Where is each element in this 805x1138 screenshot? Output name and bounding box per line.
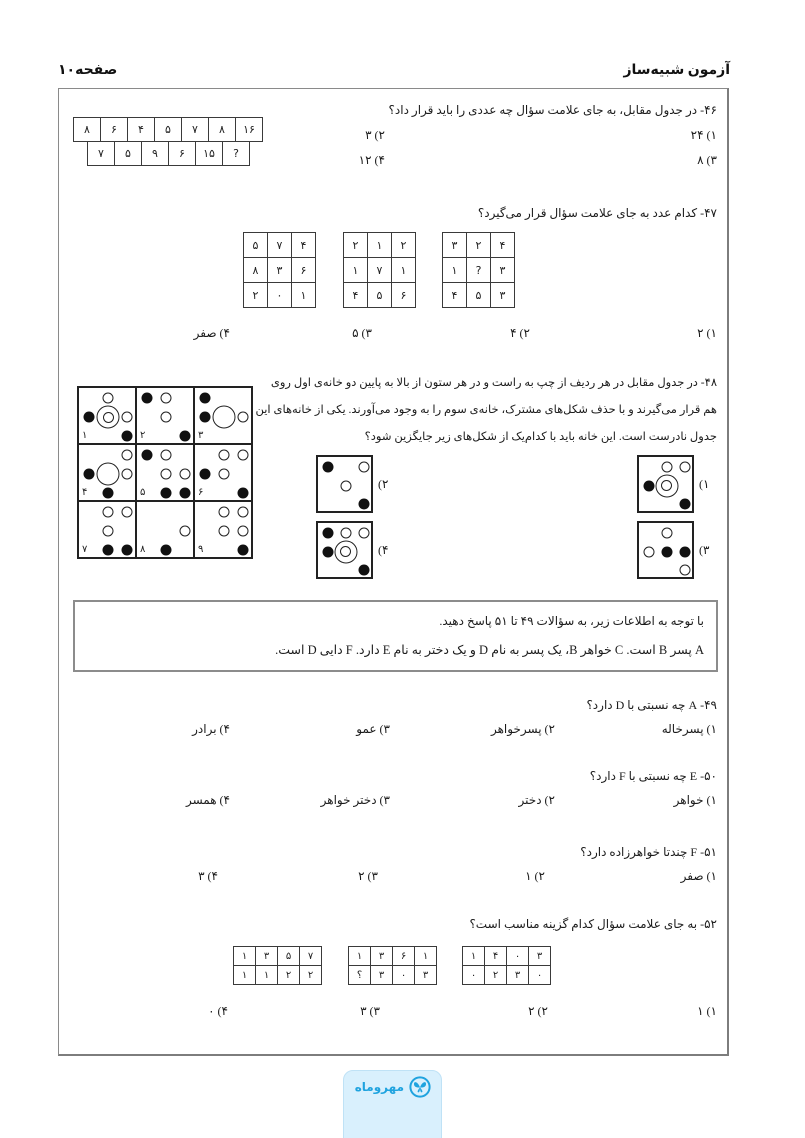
table-cell: ۷ — [182, 118, 208, 141]
table-cell: ۲ — [485, 966, 506, 984]
q49-text: ۴۹- A چه نسبتی با D دارد؟ — [586, 698, 717, 712]
table-cell: ۷ — [300, 947, 321, 965]
filled-circle-shape — [358, 564, 369, 575]
table-cell: ۱ — [234, 966, 255, 984]
figure-cell-number: ۶ — [198, 487, 204, 498]
q46-table-bottom-row — [87, 141, 250, 166]
table-cell: ۲ — [278, 966, 299, 984]
table-cell: ۲ — [300, 966, 321, 984]
q52-table-2 — [348, 946, 437, 985]
figure-cell — [195, 502, 251, 557]
hollow-circle-shape — [238, 412, 249, 423]
table-cell: ۸ — [209, 118, 235, 141]
large-ring-circle-shape — [97, 463, 120, 486]
q47-option-2: ۲) ۴ — [510, 326, 530, 340]
table-cell: ۷ — [88, 142, 114, 165]
q52-table-3 — [462, 946, 551, 985]
figure-cell — [79, 445, 135, 500]
figure-cell-number: ۳ — [198, 430, 204, 441]
q46-option-3: ۳) ۸ — [697, 153, 717, 167]
q52-option-2: ۲) ۲ — [528, 1004, 548, 1018]
grid-cell: ۲ — [344, 233, 367, 257]
filled-circle-shape — [142, 393, 153, 404]
grid-cell: ۳ — [268, 258, 291, 282]
hollow-circle-shape — [103, 507, 114, 518]
q48-option-2-figure — [316, 455, 373, 513]
filled-circle-shape — [679, 498, 690, 509]
q48-option-2-label: ۲) — [378, 477, 389, 491]
page-number: صفحه۱۰ — [58, 63, 118, 78]
grid-cell: ۵ — [244, 233, 267, 257]
q47-grid-2 — [343, 232, 416, 308]
info-line-2: A پسر B است. C خواهر B، یک پسر به نام D و یک دختر به نام E دارد. F دایی D است. — [275, 643, 704, 657]
hollow-circle-shape — [358, 528, 369, 539]
grid-cell: ۴ — [344, 283, 367, 307]
q48-option-1-figure — [637, 455, 694, 513]
filled-circle-shape — [200, 469, 211, 480]
table-cell: ۳ — [415, 966, 436, 984]
filled-circle-shape — [322, 546, 333, 557]
filled-circle-shape — [661, 546, 672, 557]
grid-cell: ۳ — [491, 258, 514, 282]
hollow-circle-shape — [161, 393, 172, 404]
grid-cell: ۵ — [368, 283, 391, 307]
hollow-circle-shape — [679, 462, 690, 473]
double-ring-circle-shape — [655, 474, 678, 497]
grid-cell: ۲ — [244, 283, 267, 307]
q51-text: ۵۱- F چندتا خواهرزاده دارد؟ — [580, 845, 717, 859]
table-cell: ۵ — [115, 142, 141, 165]
q46-option-2: ۲) ۳ — [365, 128, 385, 142]
table-cell: ? — [223, 142, 249, 165]
q48-option-3-label: ۳) — [699, 543, 710, 557]
q46-text: ۴۶- در جدول مقابل، به جای علامت سؤال چه عددی را باید قرار داد؟ — [388, 103, 717, 117]
grid-cell: ۴ — [491, 233, 514, 257]
q48-option-4-figure — [316, 521, 373, 579]
filled-circle-shape — [161, 487, 172, 498]
hollow-circle-shape — [358, 462, 369, 473]
q47-option-3: ۳) ۵ — [352, 326, 372, 340]
filled-circle-shape — [122, 430, 133, 441]
hollow-circle-shape — [238, 526, 249, 537]
table-cell: ۱ — [349, 947, 370, 965]
hollow-circle-shape — [161, 412, 172, 423]
figure-cell — [195, 388, 251, 443]
table-cell: ۵ — [278, 947, 299, 965]
hollow-circle-shape — [219, 450, 230, 461]
q49-option-2: ۲) پسرخواهر — [490, 722, 555, 736]
q48-option-4-label: ۴) — [378, 543, 389, 557]
hollow-circle-shape — [103, 526, 114, 537]
hollow-circle-shape — [661, 528, 672, 539]
filled-circle-shape — [142, 450, 153, 461]
table-cell: ۶ — [101, 118, 127, 141]
filled-circle-shape — [238, 544, 249, 555]
table-cell: ۰ — [393, 966, 414, 984]
table-cell: ۳ — [529, 947, 550, 965]
hollow-circle-shape — [180, 469, 191, 480]
filled-circle-shape — [358, 498, 369, 509]
hollow-circle-shape — [161, 469, 172, 480]
filled-circle-shape — [180, 487, 191, 498]
grid-cell: ۱ — [392, 258, 415, 282]
q52-option-3: ۳) ۳ — [360, 1004, 380, 1018]
q52-table-1 — [233, 946, 322, 985]
q51-option-2: ۲) ۱ — [525, 869, 545, 883]
grid-cell: ۱ — [368, 233, 391, 257]
filled-circle-shape — [103, 544, 114, 555]
hollow-circle-shape — [161, 450, 172, 461]
table-cell: ۳ — [371, 966, 392, 984]
q50-option-3: ۳) دختر خواهر — [320, 793, 390, 807]
q49-option-1: ۱) پسرخاله — [661, 722, 717, 736]
q51-option-4: ۴) ۳ — [198, 869, 218, 883]
grid-cell: ? — [467, 258, 490, 282]
table-cell: ۴ — [485, 947, 506, 965]
table-cell: ۹ — [142, 142, 168, 165]
figure-cell-number: ۴ — [82, 487, 88, 498]
filled-circle-shape — [200, 393, 211, 404]
figure-cell — [137, 388, 193, 443]
q50-text: ۵۰- E چه نسبتی با F دارد؟ — [589, 769, 717, 783]
hollow-circle-shape — [661, 462, 672, 473]
hollow-circle-shape — [679, 564, 690, 575]
brand-tab — [343, 1070, 442, 1138]
hollow-circle-shape — [219, 526, 230, 537]
figure-cell — [137, 445, 193, 500]
q48-figure-grid — [77, 386, 253, 559]
table-cell: ۱ — [234, 947, 255, 965]
grid-cell: ۶ — [392, 283, 415, 307]
filled-circle-shape — [238, 487, 249, 498]
table-cell: ۱۵ — [196, 142, 222, 165]
q46-option-1: ۱) ۲۴ — [690, 128, 717, 142]
q51-option-3: ۳) ۲ — [358, 869, 378, 883]
table-cell: ۱۶ — [236, 118, 262, 141]
table-cell: ۱ — [463, 947, 484, 965]
grid-cell: ۴ — [292, 233, 315, 257]
q50-option-1: ۱) خواهر — [673, 793, 717, 807]
grid-cell: ۶ — [292, 258, 315, 282]
figure-cell — [79, 388, 135, 443]
table-cell: ۳ — [256, 947, 277, 965]
grid-cell: ۱ — [344, 258, 367, 282]
table-cell: ۶ — [169, 142, 195, 165]
filled-circle-shape — [180, 430, 191, 441]
filled-circle-shape — [161, 544, 172, 555]
figure-cell-number: ۵ — [140, 487, 146, 498]
q49-option-4: ۴) برادر — [192, 722, 230, 736]
filled-circle-shape — [643, 480, 654, 491]
q50-option-4: ۴) همسر — [185, 793, 230, 807]
grid-cell: ۷ — [368, 258, 391, 282]
hollow-circle-shape — [103, 393, 114, 404]
table-cell: ۰ — [507, 947, 528, 965]
q48-text-line-3: جدول نادرست است. این خانه باید با کدام‌یک از شکل‌های زیر جایگزین شود؟ — [364, 431, 717, 443]
hollow-circle-shape — [340, 480, 351, 491]
hollow-circle-shape — [219, 507, 230, 518]
table-cell: ۵ — [155, 118, 181, 141]
q48-text-line-1: ۴۸- در جدول مقابل در هر ردیف از چپ به راست و در هر ستون از بالا به پایین دو خانه‌ی اول روی — [270, 377, 717, 389]
table-cell: ۶ — [393, 947, 414, 965]
figure-cell-number: ۷ — [82, 544, 88, 555]
hollow-circle-shape — [122, 469, 133, 480]
butterfly-logo-icon — [409, 1076, 431, 1098]
figure-cell-number: ۱ — [82, 430, 88, 441]
figure-cell-number: ۹ — [198, 544, 204, 555]
filled-circle-shape — [84, 412, 95, 423]
hollow-circle-shape — [238, 507, 249, 518]
table-cell: ۰ — [529, 966, 550, 984]
grid-cell: ۵ — [467, 283, 490, 307]
figure-cell — [137, 502, 193, 557]
grid-cell: ۴ — [443, 283, 466, 307]
grid-cell: ۲ — [392, 233, 415, 257]
q47-text: ۴۷- کدام عدد به جای علامت سؤال قرار می‌گیرد؟ — [477, 206, 717, 220]
q47-option-4: ۴) صفر — [193, 326, 230, 340]
q46-option-4: ۴) ۱۲ — [358, 153, 385, 167]
filled-circle-shape — [679, 546, 690, 557]
hollow-circle-shape — [122, 507, 133, 518]
q52-option-1: ۱) ۱ — [697, 1004, 717, 1018]
table-cell: ؟ — [349, 966, 370, 984]
double-ring-circle-shape — [97, 406, 120, 429]
grid-cell: ۱ — [443, 258, 466, 282]
brand-name: مهروماه — [354, 1080, 404, 1094]
figure-cell — [195, 445, 251, 500]
table-cell: ۴ — [128, 118, 154, 141]
table-cell: ۳ — [371, 947, 392, 965]
filled-circle-shape — [122, 544, 133, 555]
hollow-circle-shape — [340, 528, 351, 539]
filled-circle-shape — [322, 462, 333, 473]
figure-cell-number: ۸ — [140, 544, 146, 555]
q47-grid-3 — [442, 232, 515, 308]
grid-cell: ۷ — [268, 233, 291, 257]
filled-circle-shape — [322, 528, 333, 539]
grid-cell: ۳ — [443, 233, 466, 257]
grid-cell: ۰ — [268, 283, 291, 307]
grid-cell: ۸ — [244, 258, 267, 282]
hollow-circle-shape — [122, 412, 133, 423]
q48-option-1-label: ۱) — [699, 477, 710, 491]
q49-option-3: ۳) عمو — [356, 722, 390, 736]
q47-grid-1 — [243, 232, 316, 308]
info-line-1: با توجه به اطلاعات زیر، به سؤالات ۴۹ تا ۵۱ پاسخ دهید. — [439, 614, 704, 628]
grid-cell: ۲ — [467, 233, 490, 257]
table-cell: ۸ — [74, 118, 100, 141]
q48-text-line-2: هم قرار می‌گیرند و با حذف شکل‌های مشترک، خانه‌ی سوم را به وجود می‌آورند. یکی از خانه‌های این — [255, 404, 717, 416]
q47-option-1: ۱) ۲ — [697, 326, 717, 340]
hollow-circle-shape — [219, 469, 230, 480]
figure-cell-number: ۲ — [140, 430, 146, 441]
q52-option-4: ۴) ۰ — [208, 1004, 228, 1018]
exam-title: آزمون شبیه‌ساز — [623, 63, 730, 78]
q48-option-3-figure — [637, 521, 694, 579]
q52-text: ۵۲- به جای علامت سؤال کدام گزینه مناسب است؟ — [469, 917, 717, 931]
double-ring-circle-shape — [334, 540, 357, 563]
table-cell: ۱ — [415, 947, 436, 965]
q51-option-1: ۱) صفر — [680, 869, 717, 883]
table-cell: ۰ — [463, 966, 484, 984]
grid-cell: ۱ — [292, 283, 315, 307]
large-ring-circle-shape — [213, 406, 236, 429]
table-cell: ۱ — [256, 966, 277, 984]
grid-cell: ۳ — [491, 283, 514, 307]
hollow-circle-shape — [180, 526, 191, 537]
hollow-circle-shape — [643, 546, 654, 557]
figure-cell — [79, 502, 135, 557]
table-cell: ۳ — [507, 966, 528, 984]
hollow-circle-shape — [238, 450, 249, 461]
filled-circle-shape — [200, 412, 211, 423]
filled-circle-shape — [103, 487, 114, 498]
info-box — [73, 600, 718, 672]
hollow-circle-shape — [122, 450, 133, 461]
filled-circle-shape — [84, 469, 95, 480]
q46-table-top-row — [73, 117, 263, 142]
q50-option-2: ۲) دختر — [518, 793, 555, 807]
